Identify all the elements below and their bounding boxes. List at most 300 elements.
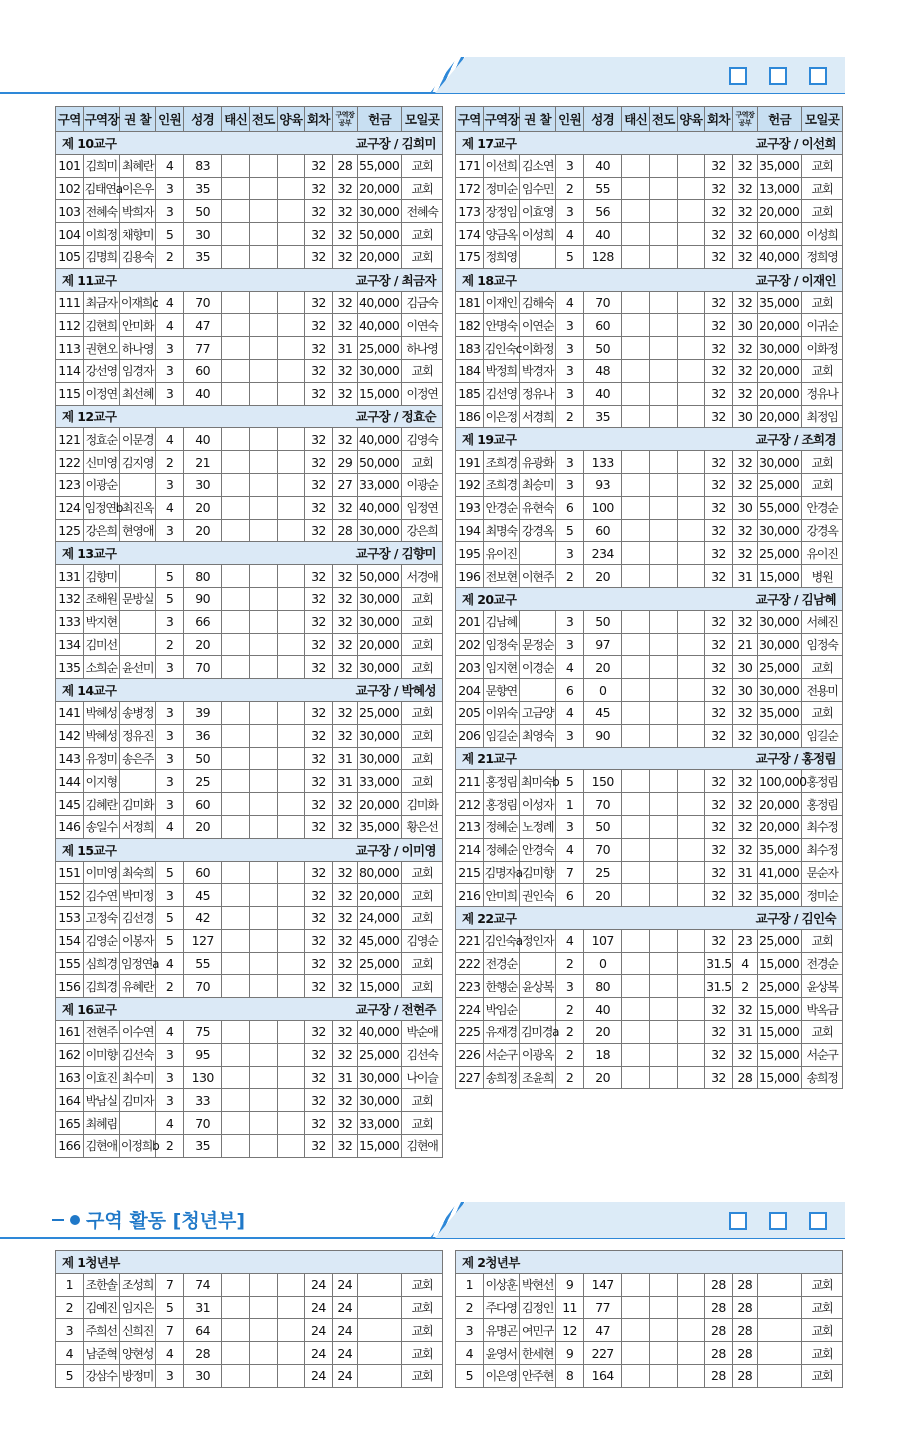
table-row [456, 473, 843, 496]
table-cell: 32 [705, 177, 733, 200]
table-cell: 1 [556, 793, 584, 816]
youth-banner [0, 1200, 845, 1240]
table-cell [222, 793, 250, 816]
table-cell: 한세현 [519, 1342, 555, 1365]
table-cell: 30,000 [758, 451, 802, 474]
table-cell: 최명숙 [483, 519, 519, 542]
table-row [56, 701, 443, 724]
table-cell: 171 [456, 154, 484, 177]
table-cell: 김미향 [519, 861, 555, 884]
group-leader: 교구장 / 전현주 [355, 1002, 436, 1018]
table-cell: 29 [332, 451, 357, 474]
table-cell: 5 [156, 907, 184, 930]
table-cell [650, 1043, 678, 1066]
table-row [56, 929, 443, 952]
table-cell: 전경순 [483, 952, 519, 975]
table-cell: 5 [456, 1364, 484, 1387]
table-cell [250, 793, 278, 816]
table-cell [249, 1296, 277, 1319]
table-cell: 40,000 [358, 1021, 402, 1044]
table-cell: 교회 [402, 633, 443, 656]
table-cell: 2 [456, 1296, 484, 1319]
table-cell: 32 [705, 245, 733, 268]
table-cell [650, 405, 678, 428]
table-cell: 32 [332, 291, 357, 314]
table-cell: 32 [332, 861, 357, 884]
table-cell: 74 [183, 1273, 222, 1296]
table-cell [249, 1364, 277, 1387]
table-cell [650, 200, 678, 223]
table-cell: 55,000 [758, 496, 802, 519]
table-cell [622, 884, 650, 907]
table-cell: 박옥금 [802, 998, 843, 1021]
table-cell: 32 [705, 314, 733, 337]
table-cell: 95 [183, 1043, 222, 1066]
table-cell: 홍정림 [802, 793, 843, 816]
table-cell: 155 [56, 952, 84, 975]
table-cell [250, 1089, 278, 1112]
table-cell: 30 [183, 1364, 222, 1387]
table-cell [357, 1273, 401, 1296]
table-cell: 32 [732, 337, 757, 360]
table-cell: 24 [305, 1364, 333, 1387]
table-cell [277, 610, 305, 633]
table-cell [277, 861, 305, 884]
table-cell: 교회 [402, 359, 443, 382]
table-cell: 2 [556, 1043, 584, 1066]
table-cell [649, 1364, 677, 1387]
table-cell: 김명희 [83, 245, 119, 268]
table-cell: 11 [556, 1296, 584, 1319]
table-cell: 32 [305, 1135, 333, 1158]
table-cell: 고금양 [519, 701, 555, 724]
table-row [456, 223, 843, 246]
table-cell: 30 [732, 405, 757, 428]
district-table-right [455, 106, 843, 1089]
table-cell [622, 998, 650, 1021]
table-cell [250, 337, 278, 360]
table-cell [222, 519, 250, 542]
table-cell: 32 [732, 610, 757, 633]
table-cell [250, 565, 278, 588]
table-cell: 박경자 [519, 359, 555, 382]
table-cell: 13,000 [758, 177, 802, 200]
table-cell: 홍정림 [483, 793, 519, 816]
table-row [56, 975, 443, 998]
table-cell: 28 [732, 1342, 757, 1365]
table-cell [250, 1135, 278, 1158]
table-cell [677, 1273, 705, 1296]
table-cell: 227 [583, 1342, 622, 1365]
table-cell [677, 1066, 705, 1089]
table-cell: 25,000 [358, 337, 402, 360]
table-cell: 4 [556, 291, 584, 314]
table-cell: 박임순 [483, 998, 519, 1021]
banner-squares [729, 1212, 827, 1230]
table-cell [519, 542, 555, 565]
table-cell: 20,000 [358, 245, 402, 268]
table-row [56, 177, 443, 200]
table-cell: 32 [732, 998, 757, 1021]
table-cell: 3 [156, 747, 184, 770]
table-cell: 221 [456, 929, 484, 952]
table-cell: 28 [705, 1364, 733, 1387]
table-cell: 60 [583, 314, 622, 337]
table-cell: 25 [583, 861, 622, 884]
group-row [456, 132, 843, 155]
table-cell: 20 [583, 656, 622, 679]
column-header: 모일곳 [802, 107, 843, 132]
table-cell [222, 314, 250, 337]
group-cell [56, 998, 443, 1021]
table-row [456, 610, 843, 633]
table-cell [277, 587, 305, 610]
table-row [456, 929, 843, 952]
table-cell: 32 [705, 724, 733, 747]
table-cell: 안경순 [483, 496, 519, 519]
table-cell: 0 [583, 952, 622, 975]
table-cell: 32 [332, 1021, 357, 1044]
table-cell: 32 [705, 610, 733, 633]
table-cell: 24 [332, 1364, 357, 1387]
table-cell [649, 1319, 677, 1342]
table-cell: 112 [56, 314, 84, 337]
table-cell: 교회 [802, 1296, 843, 1319]
table-cell: 164 [56, 1089, 84, 1112]
table-cell: 송희정 [802, 1066, 843, 1089]
table-cell: 교회 [802, 177, 843, 200]
table-cell [222, 1021, 250, 1044]
table-cell: 박지현 [83, 610, 119, 633]
table-cell: 32 [305, 907, 333, 930]
table-cell: 20 [583, 1066, 622, 1089]
table-cell [650, 291, 678, 314]
table-cell: 174 [456, 223, 484, 246]
table-cell: 임정연a [119, 952, 155, 975]
table-cell: 32 [705, 359, 733, 382]
table-cell [119, 473, 155, 496]
table-row [456, 382, 843, 405]
table-cell: 신미영 [83, 451, 119, 474]
table-row [56, 587, 443, 610]
table-cell: 213 [456, 815, 484, 838]
table-cell: 32 [705, 337, 733, 360]
table-cell: 임길순 [483, 724, 519, 747]
table-row [56, 359, 443, 382]
table-cell: 32 [732, 245, 757, 268]
table-row [56, 952, 443, 975]
table-cell [650, 1066, 678, 1089]
table-cell: 31 [332, 770, 357, 793]
table-row [56, 1364, 443, 1387]
table-cell [622, 1043, 650, 1066]
table-cell: 5 [156, 587, 184, 610]
table-cell: 조희경 [483, 451, 519, 474]
table-cell: 161 [56, 1021, 84, 1044]
table-cell: 강은희 [83, 519, 119, 542]
table-cell: 33 [183, 1089, 222, 1112]
table-cell: 교회 [402, 656, 443, 679]
table-cell: 9 [556, 1273, 584, 1296]
table-cell: 교회 [802, 1364, 843, 1387]
table-cell [250, 154, 278, 177]
table-cell: 162 [56, 1043, 84, 1066]
table-cell: 113 [56, 337, 84, 360]
table-cell: 223 [456, 975, 484, 998]
table-cell: 김남혜 [483, 610, 519, 633]
table-cell: 20,000 [358, 884, 402, 907]
table-cell [277, 473, 305, 496]
table-cell: 30,000 [358, 1089, 402, 1112]
table-cell [622, 519, 650, 542]
table-cell: 32 [732, 200, 757, 223]
table-cell [277, 245, 305, 268]
table-cell: 32 [705, 496, 733, 519]
table-cell: 20 [183, 496, 222, 519]
table-cell: 4 [156, 815, 184, 838]
table-cell [277, 952, 305, 975]
table-cell: 조해원 [83, 587, 119, 610]
table-cell: 4 [156, 496, 184, 519]
column-header: 구역장 공부 [332, 107, 357, 132]
table-cell: 15,000 [358, 1135, 402, 1158]
table-cell [277, 701, 305, 724]
table-cell: 32 [332, 701, 357, 724]
table-cell: 하나영 [119, 337, 155, 360]
table-cell: 전용미 [802, 679, 843, 702]
table-cell: 32 [705, 200, 733, 223]
table-cell: 45 [183, 884, 222, 907]
table-cell [677, 1043, 705, 1066]
table-cell [222, 929, 250, 952]
table-cell [250, 884, 278, 907]
table-cell [757, 1319, 801, 1342]
square-icon [729, 67, 747, 85]
table-cell [277, 1273, 305, 1296]
table-cell [650, 815, 678, 838]
table-cell [250, 770, 278, 793]
table-cell: 35,000 [758, 838, 802, 861]
table-cell: 유정미 [83, 747, 119, 770]
table-cell: 3 [156, 884, 184, 907]
table-cell: 32 [305, 1089, 333, 1112]
table-cell: 32 [305, 1066, 333, 1089]
table-cell: 4 [156, 428, 184, 451]
table-cell [519, 952, 555, 975]
table-cell: 안경숙 [519, 838, 555, 861]
column-header: 회차 [305, 107, 333, 132]
table-cell: 3 [556, 542, 584, 565]
table-cell [250, 929, 278, 952]
table-cell: 교회 [402, 1273, 443, 1296]
table-cell: 24 [305, 1319, 333, 1342]
table-cell: 32 [732, 177, 757, 200]
table-cell: 32 [732, 359, 757, 382]
table-cell [277, 1319, 305, 1342]
table-cell: 김미선 [83, 633, 119, 656]
table-cell: 정희영 [483, 245, 519, 268]
table-cell: 신희진 [119, 1319, 155, 1342]
table-cell [250, 223, 278, 246]
table-cell [222, 359, 250, 382]
table-cell [650, 359, 678, 382]
group-row [56, 998, 443, 1021]
table-cell: 32 [732, 838, 757, 861]
table-cell: 4 [56, 1342, 84, 1365]
table-row [56, 1319, 443, 1342]
table-cell: 24 [332, 1342, 357, 1365]
table-cell: 133 [56, 610, 84, 633]
table-cell [222, 177, 250, 200]
table-row [56, 245, 443, 268]
table-cell: 56 [583, 200, 622, 223]
table-cell: 방정미 [119, 1364, 155, 1387]
table-cell: 55 [583, 177, 622, 200]
table-cell: 안미화 [119, 314, 155, 337]
table-cell: 김영숙 [402, 428, 443, 451]
table-cell: 3 [156, 200, 184, 223]
group-row [56, 542, 443, 565]
table-cell: 조한솔 [83, 1273, 119, 1296]
table-cell [222, 1319, 250, 1342]
table-cell [622, 405, 650, 428]
table-cell: 나이슬 [402, 1066, 443, 1089]
table-cell [277, 1066, 305, 1089]
table-row [56, 154, 443, 177]
table-cell: 정희영 [802, 245, 843, 268]
table-cell: 45,000 [358, 929, 402, 952]
table-row [456, 952, 843, 975]
table-cell [250, 359, 278, 382]
table-cell [677, 1319, 705, 1342]
table-cell [222, 428, 250, 451]
table-cell: 25,000 [358, 1043, 402, 1066]
group-cell [56, 838, 443, 861]
table-cell: 교회 [802, 473, 843, 496]
table-cell [222, 337, 250, 360]
table-cell: 32 [732, 542, 757, 565]
table-row [56, 496, 443, 519]
table-cell [519, 610, 555, 633]
table-cell: 60 [183, 793, 222, 816]
youth-table-right [455, 1250, 843, 1388]
table-cell: 교회 [402, 1319, 443, 1342]
table-cell [622, 633, 650, 656]
table-cell: 124 [56, 496, 84, 519]
table-cell: 111 [56, 291, 84, 314]
table-cell: 안명숙 [483, 314, 519, 337]
table-cell [277, 1135, 305, 1158]
table-cell: 5 [156, 861, 184, 884]
table-cell [677, 382, 705, 405]
table-cell: 임정숙 [802, 633, 843, 656]
table-cell [622, 656, 650, 679]
table-cell: 4 [156, 314, 184, 337]
table-cell: 교회 [402, 907, 443, 930]
table-cell: 이광옥 [519, 1043, 555, 1066]
table-cell [222, 1273, 250, 1296]
group-name: 제 1청년부 [62, 1254, 120, 1270]
table-cell [677, 610, 705, 633]
table-cell: 24,000 [358, 907, 402, 930]
table-cell [622, 679, 650, 702]
table-cell: 송은주 [119, 747, 155, 770]
table-cell: 3 [556, 633, 584, 656]
table-cell: 60 [583, 519, 622, 542]
table-cell: 유광화 [519, 451, 555, 474]
table-cell: 교회 [802, 1021, 843, 1044]
table-cell [250, 519, 278, 542]
table-cell: 97 [583, 633, 622, 656]
table-cell [250, 451, 278, 474]
table-cell: 32 [705, 770, 733, 793]
table-cell [677, 838, 705, 861]
table-cell [222, 245, 250, 268]
table-cell: 강은희 [402, 519, 443, 542]
table-cell [119, 1112, 155, 1135]
table-cell [677, 200, 705, 223]
table-cell: 27 [332, 473, 357, 496]
table-cell: 50,000 [358, 223, 402, 246]
table-cell: 40 [583, 223, 622, 246]
table-cell [222, 473, 250, 496]
table-cell: 30,000 [758, 633, 802, 656]
table-cell: 32 [705, 793, 733, 816]
table-cell [677, 724, 705, 747]
group-name: 제 2청년부 [462, 1254, 520, 1270]
table-cell [277, 291, 305, 314]
table-cell: 30 [183, 223, 222, 246]
table-cell: 183 [456, 337, 484, 360]
table-cell: 7 [156, 1273, 184, 1296]
table-row [56, 1021, 443, 1044]
table-cell: 교회 [402, 861, 443, 884]
table-cell: 교회 [402, 154, 443, 177]
table-cell [222, 815, 250, 838]
table-cell [677, 451, 705, 474]
table-cell [250, 815, 278, 838]
column-header: 태신 [222, 107, 250, 132]
table-cell: 70 [583, 838, 622, 861]
table-cell: 28 [732, 1319, 757, 1342]
table-cell: 32 [732, 382, 757, 405]
table-cell [677, 929, 705, 952]
table-cell [622, 177, 650, 200]
table-cell [250, 861, 278, 884]
district-table-left [55, 106, 443, 1158]
table-cell: 3 [156, 1089, 184, 1112]
table-cell: 교회 [402, 701, 443, 724]
table-cell: 30,000 [358, 359, 402, 382]
table-cell: 교회 [402, 1342, 443, 1365]
table-cell: 2 [732, 975, 757, 998]
column-header: 모일곳 [402, 107, 443, 132]
column-header: 권 찰 [119, 107, 155, 132]
square-icon [769, 67, 787, 85]
table-cell: 24 [305, 1273, 333, 1296]
table-cell: 교회 [402, 245, 443, 268]
bullet-icon [70, 1215, 80, 1225]
table-row [456, 291, 843, 314]
table-cell: 20,000 [358, 633, 402, 656]
table-cell: 교회 [402, 610, 443, 633]
table-cell: 조윤희 [519, 1066, 555, 1089]
table-cell: 32 [305, 177, 333, 200]
table-cell: 20,000 [758, 359, 802, 382]
table-cell: 32 [705, 633, 733, 656]
table-cell: 교회 [402, 724, 443, 747]
table-row [56, 1112, 443, 1135]
